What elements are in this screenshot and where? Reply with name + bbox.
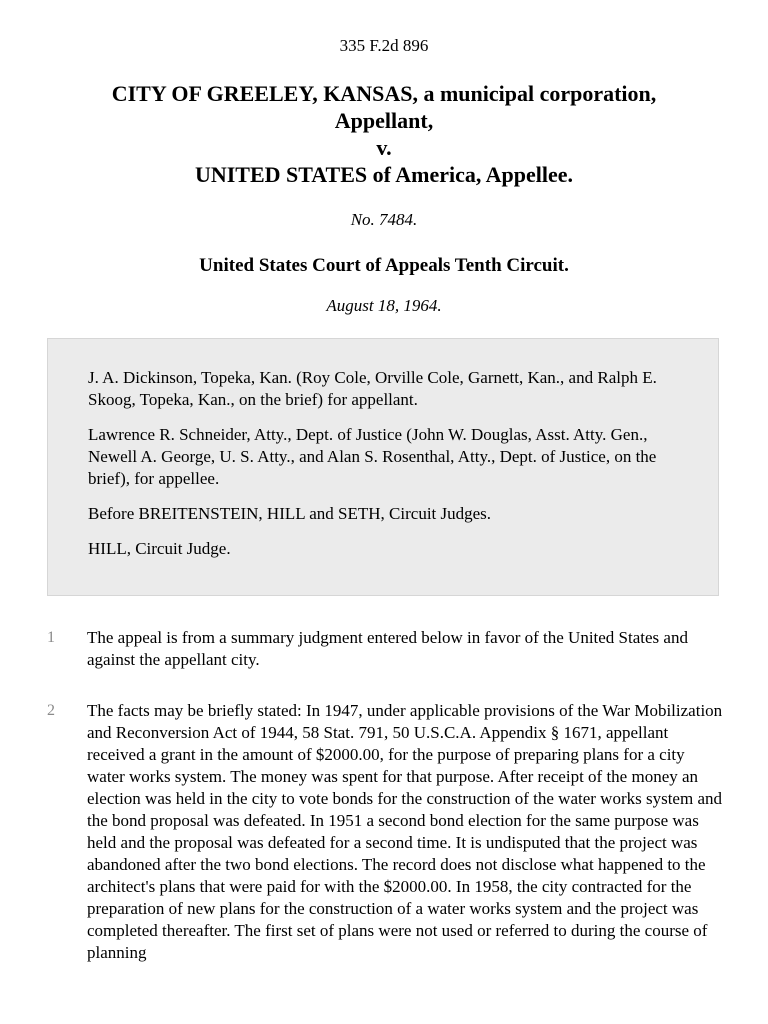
paragraph-text: The facts may be briefly stated: In 1947, under applicable provisions of the War Mobilization and Reconversion Act of 1944, 58 Stat. 791, 50 U.S.C.A. Appendix § 1671, appellant received a grant in the amount of $2000.00, for the purpose of preparing plans for a city water works system. The money was spent for that purpose. After receipt of the money an election was held in the city to vote bonds for the construction of the water works system and the bond proposal was defeated. In 1951 a second bond election for the same purpose was held and the proposal was defeated for a second time. It is undisputed that the project was abandoned after the two bond elections. The record does not disclose what happened to the architect's plans that were paid for with the $2000.00. In 1958, the city contracted for the preparation of new plans for the construction of a water works system and the project was completed thereafter. The first set of plans were not used or referred to during the course of planning [87,701,723,962]
counsel-box [47,338,719,596]
caption-line-appellant-name: CITY OF GREELEY, KANSAS, a municipal corporation, [111,81,657,106]
judges-panel: Before BREITENSTEIN, HILL and SETH, Circuit Judges. [88,504,492,523]
docket-number: No. 7484. [350,210,418,229]
paragraph-text: The appeal is from a summary judgment entered below in favor of the United States and against the appellant city. [87,628,688,669]
decision-date: August 18, 1964. [326,296,442,315]
paragraph-number: 1 [47,629,55,646]
court-name: United States Court of Appeals Tenth Circuit. [199,255,569,276]
appellee-counsel: Lawrence R. Schneider, Atty., Dept. of Justice (John W. Douglas, Asst. Atty. Gen., Newell A. George, U. S. Atty., and Alan S. Rosenthal, Atty., Dept. of Justice, on the brief), for appellee. [88,425,657,488]
case-citation: 335 F.2d 896 [339,36,429,55]
case-caption [0,80,768,188]
caption-line-appellant-role: Appellant, [334,108,434,133]
caption-line-appellee: UNITED STATES of America, Appellee. [194,162,574,187]
paragraph-number: 2 [47,702,55,719]
appellant-counsel: J. A. Dickinson, Topeka, Kan. (Roy Cole, Orville Cole, Garnett, Kan., and Ralph E. Skoog, Topeka, Kan., on the brief) for appellant. [88,368,657,409]
caption-line-versus: v. [376,135,392,160]
opinion-author: HILL, Circuit Judge. [88,539,231,558]
